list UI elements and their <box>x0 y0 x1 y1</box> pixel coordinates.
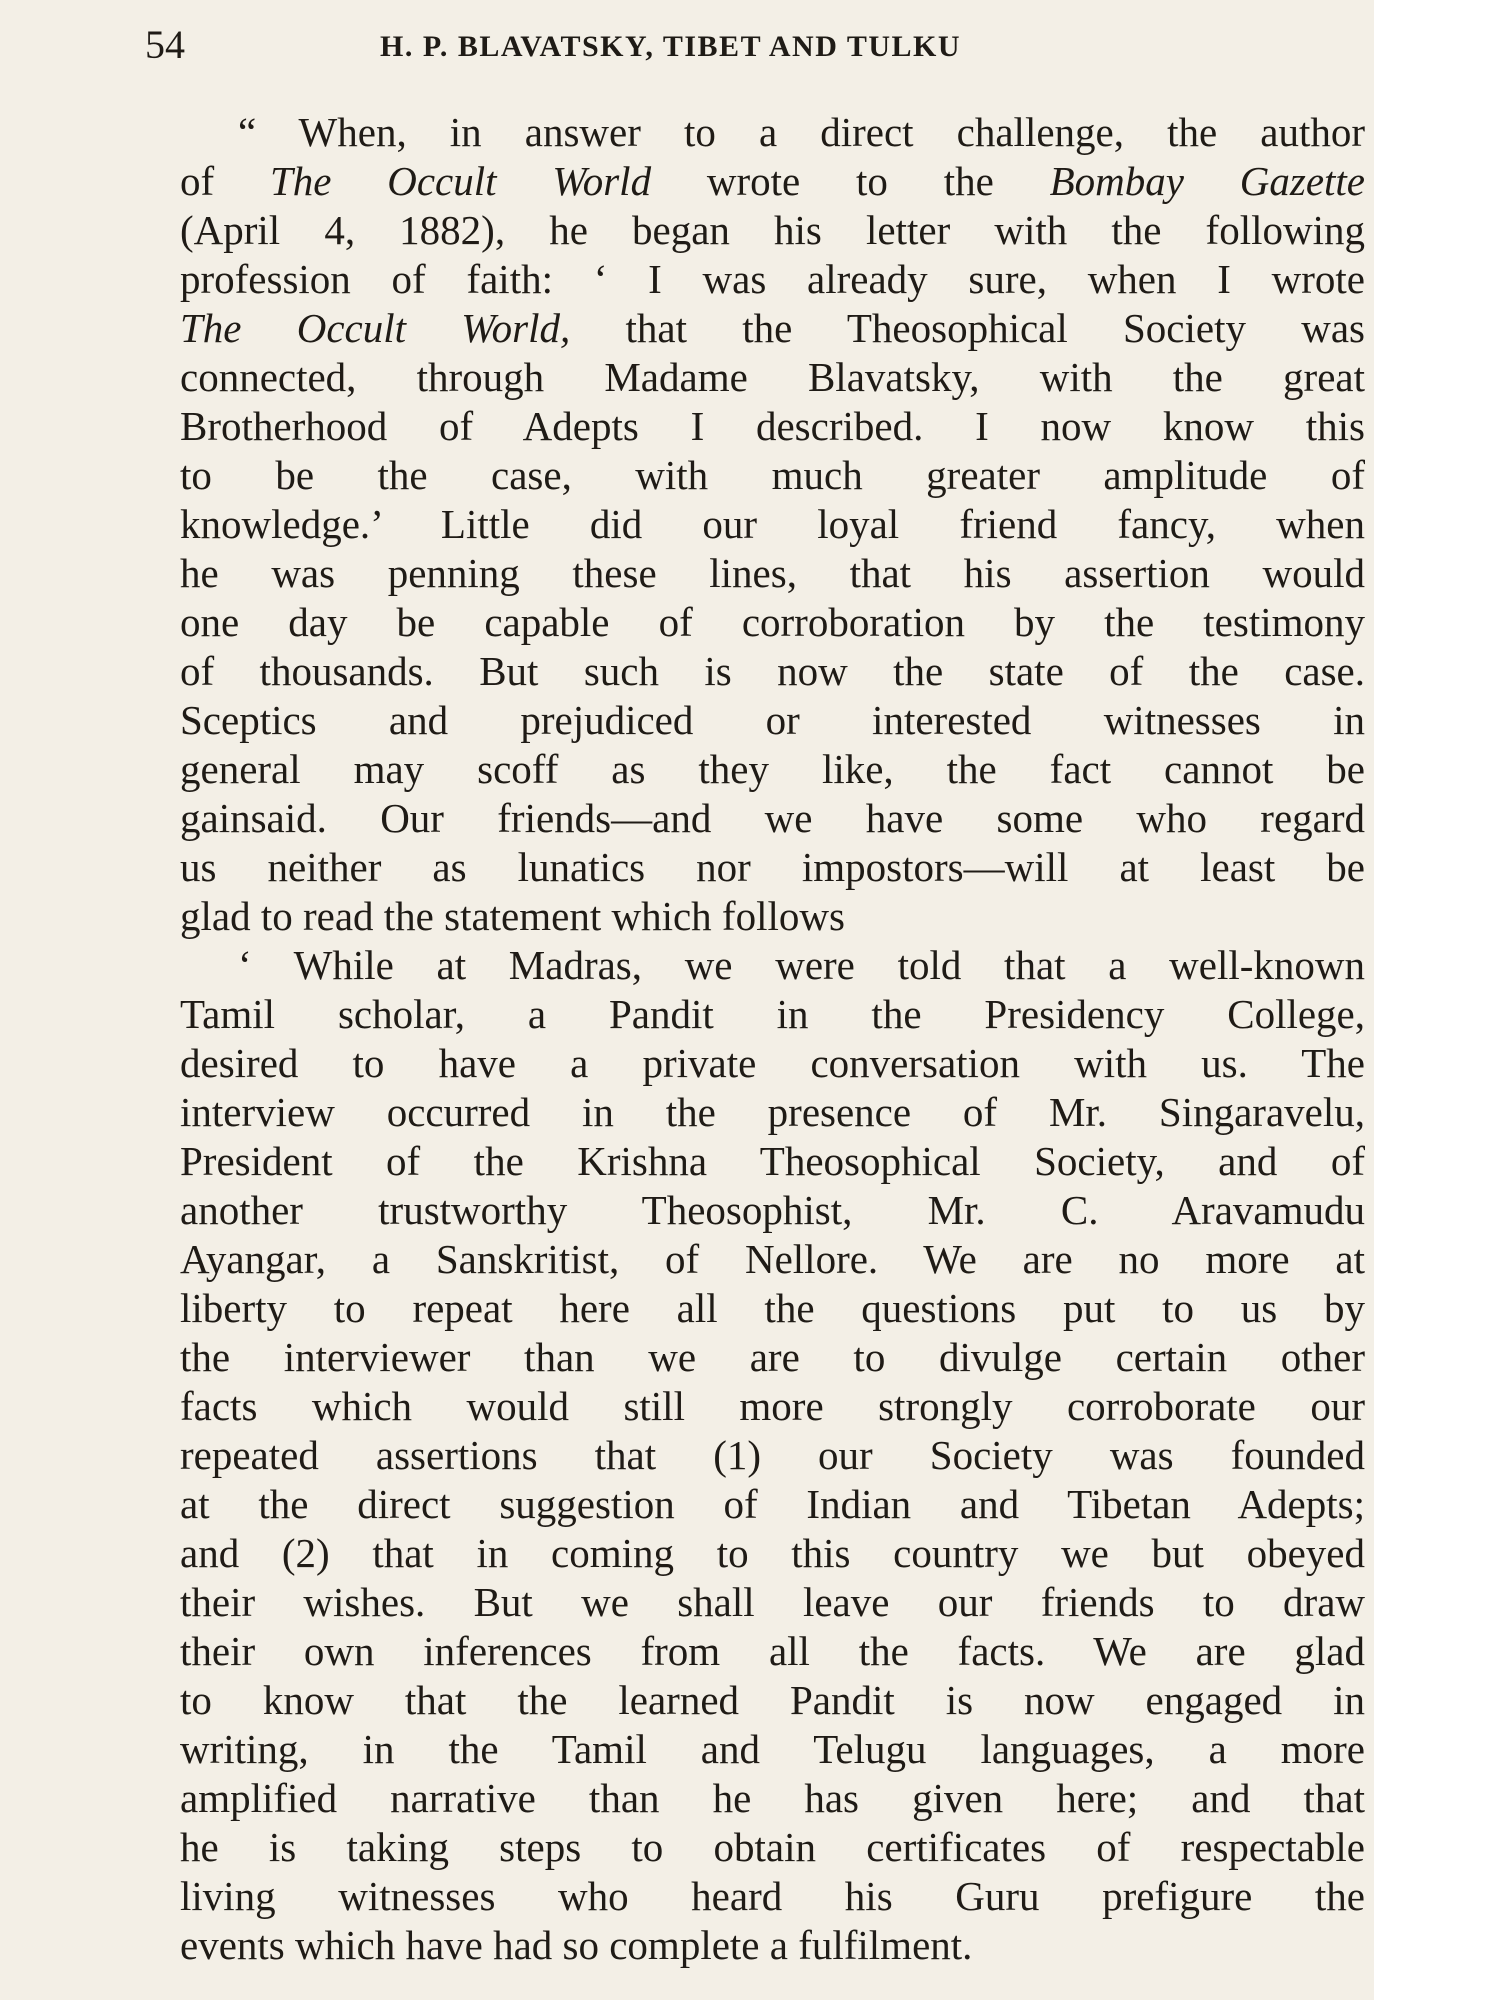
text-line <box>180 304 1365 353</box>
page-margin <box>1374 0 1500 2000</box>
text-segment: writing, in the Tamil and Telugu languages, a more <box>180 1726 1365 1772</box>
text-segment: profession of faith: ‘ I was already sure, when I wrote <box>180 256 1365 302</box>
text-segment: their wishes. But we shall leave our friends to draw <box>180 1579 1365 1625</box>
text-line <box>180 1774 1365 1823</box>
text-segment: another trustworthy Theosophist, Mr. C. Aravamudu <box>180 1187 1365 1233</box>
text-line <box>180 1186 1365 1235</box>
text-line <box>180 1578 1365 1627</box>
text-segment: knowledge.’ Little did our loyal friend fancy, when <box>180 501 1365 547</box>
text-segment: wrote to the <box>651 158 1050 204</box>
text-segment: glad to read the statement which follows <box>180 893 845 939</box>
text-segment: interview occurred in the presence of Mr. Singaravelu, <box>180 1089 1365 1135</box>
text-segment: of <box>180 158 270 204</box>
text-segment: he is taking steps to obtain certificates of respectable <box>180 1824 1365 1870</box>
text-segment: general may scoff as they like, the fact cannot be <box>180 746 1365 792</box>
text-segment: living witnesses who heard his Guru prefigure the <box>180 1873 1365 1919</box>
text-segment: repeated assertions that (1) our Society was founded <box>180 1432 1365 1478</box>
text-segment: liberty to repeat here all the questions put to us by <box>180 1285 1365 1331</box>
text-segment: that the Theosophical Society was <box>570 305 1365 351</box>
text-segment: one day be capable of corroboration by the testimony <box>180 599 1365 645</box>
page-number: 54 <box>145 22 185 67</box>
text-line <box>180 353 1365 402</box>
text-line <box>180 794 1365 843</box>
text-line <box>180 1872 1365 1921</box>
text-segment: amplified narrative than he has given here; and that <box>180 1775 1365 1821</box>
text-line <box>180 843 1365 892</box>
text-line <box>180 1431 1365 1480</box>
italic-title: The Occult World, <box>180 305 571 351</box>
text-line <box>180 1137 1365 1186</box>
text-line <box>180 1627 1365 1676</box>
text-segment: Tamil scholar, a Pandit in the Presidency College, <box>180 991 1365 1037</box>
text-line <box>180 1088 1365 1137</box>
text-line <box>180 745 1365 794</box>
text-line <box>180 1284 1365 1333</box>
text-segment: of thousands. But such is now the state of the case. <box>180 648 1365 694</box>
text-segment: the interviewer than we are to divulge certain other <box>180 1334 1365 1380</box>
text-segment: us neither as lunatics nor impostors—will at least be <box>180 844 1365 890</box>
text-line <box>180 108 1365 157</box>
text-line <box>180 1823 1365 1872</box>
body-text <box>180 108 1365 1970</box>
text-line <box>180 1725 1365 1774</box>
text-line <box>180 1235 1365 1284</box>
text-segment: connected, through Madame Blavatsky, with the great <box>180 354 1365 400</box>
text-line <box>180 941 1365 990</box>
text-segment: gainsaid. Our friends—and we have some who regard <box>180 795 1365 841</box>
page-header <box>145 20 1365 70</box>
italic-title: The Occult World <box>269 158 652 204</box>
text-line <box>180 1529 1365 1578</box>
text-line <box>180 1039 1365 1088</box>
text-segment: Ayangar, a Sanskritist, of Nellore. We are no more at <box>180 1236 1365 1282</box>
text-segment: their own inferences from all the facts. We are glad <box>180 1628 1365 1674</box>
text-line <box>180 549 1365 598</box>
text-segment: and (2) that in coming to this country we but obeyed <box>180 1530 1365 1576</box>
text-line <box>180 892 1365 941</box>
text-line <box>180 1676 1365 1725</box>
text-line <box>180 1333 1365 1382</box>
running-title: H. P. BLAVATSKY, TIBET AND TULKU <box>380 30 962 63</box>
text-segment: ‘ While at Madras, we were told that a well-known <box>238 942 1365 988</box>
text-line <box>180 500 1365 549</box>
text-segment: desired to have a private conversation with us. The <box>180 1040 1365 1086</box>
text-line <box>180 990 1365 1039</box>
text-line <box>180 255 1365 304</box>
text-line <box>180 206 1365 255</box>
text-line <box>180 1382 1365 1431</box>
text-line <box>180 598 1365 647</box>
text-line <box>180 647 1365 696</box>
text-segment: he was penning these lines, that his assertion would <box>180 550 1365 596</box>
text-line <box>180 696 1365 745</box>
text-segment: events which have had so complete a fulfilment. <box>180 1922 973 1968</box>
text-segment: (April 4, 1882), he began his letter with the following <box>180 207 1365 253</box>
text-segment: facts which would still more strongly corroborate our <box>180 1383 1365 1429</box>
text-segment: “ When, in answer to a direct challenge, the author <box>238 109 1365 155</box>
text-segment: Brotherhood of Adepts I described. I now know this <box>180 403 1365 449</box>
text-line <box>180 1480 1365 1529</box>
text-line <box>180 1921 1365 1970</box>
text-segment: at the direct suggestion of Indian and Tibetan Adepts; <box>180 1481 1365 1527</box>
text-line <box>180 157 1365 206</box>
text-segment: to be the case, with much greater amplitude of <box>180 452 1365 498</box>
text-line <box>180 402 1365 451</box>
text-segment: President of the Krishna Theosophical Society, and of <box>180 1138 1365 1184</box>
text-segment: Sceptics and prejudiced or interested witnesses in <box>180 697 1365 743</box>
italic-title: Bombay Gazette <box>1049 158 1365 204</box>
text-line <box>180 451 1365 500</box>
text-segment: to know that the learned Pandit is now engaged in <box>180 1677 1365 1723</box>
